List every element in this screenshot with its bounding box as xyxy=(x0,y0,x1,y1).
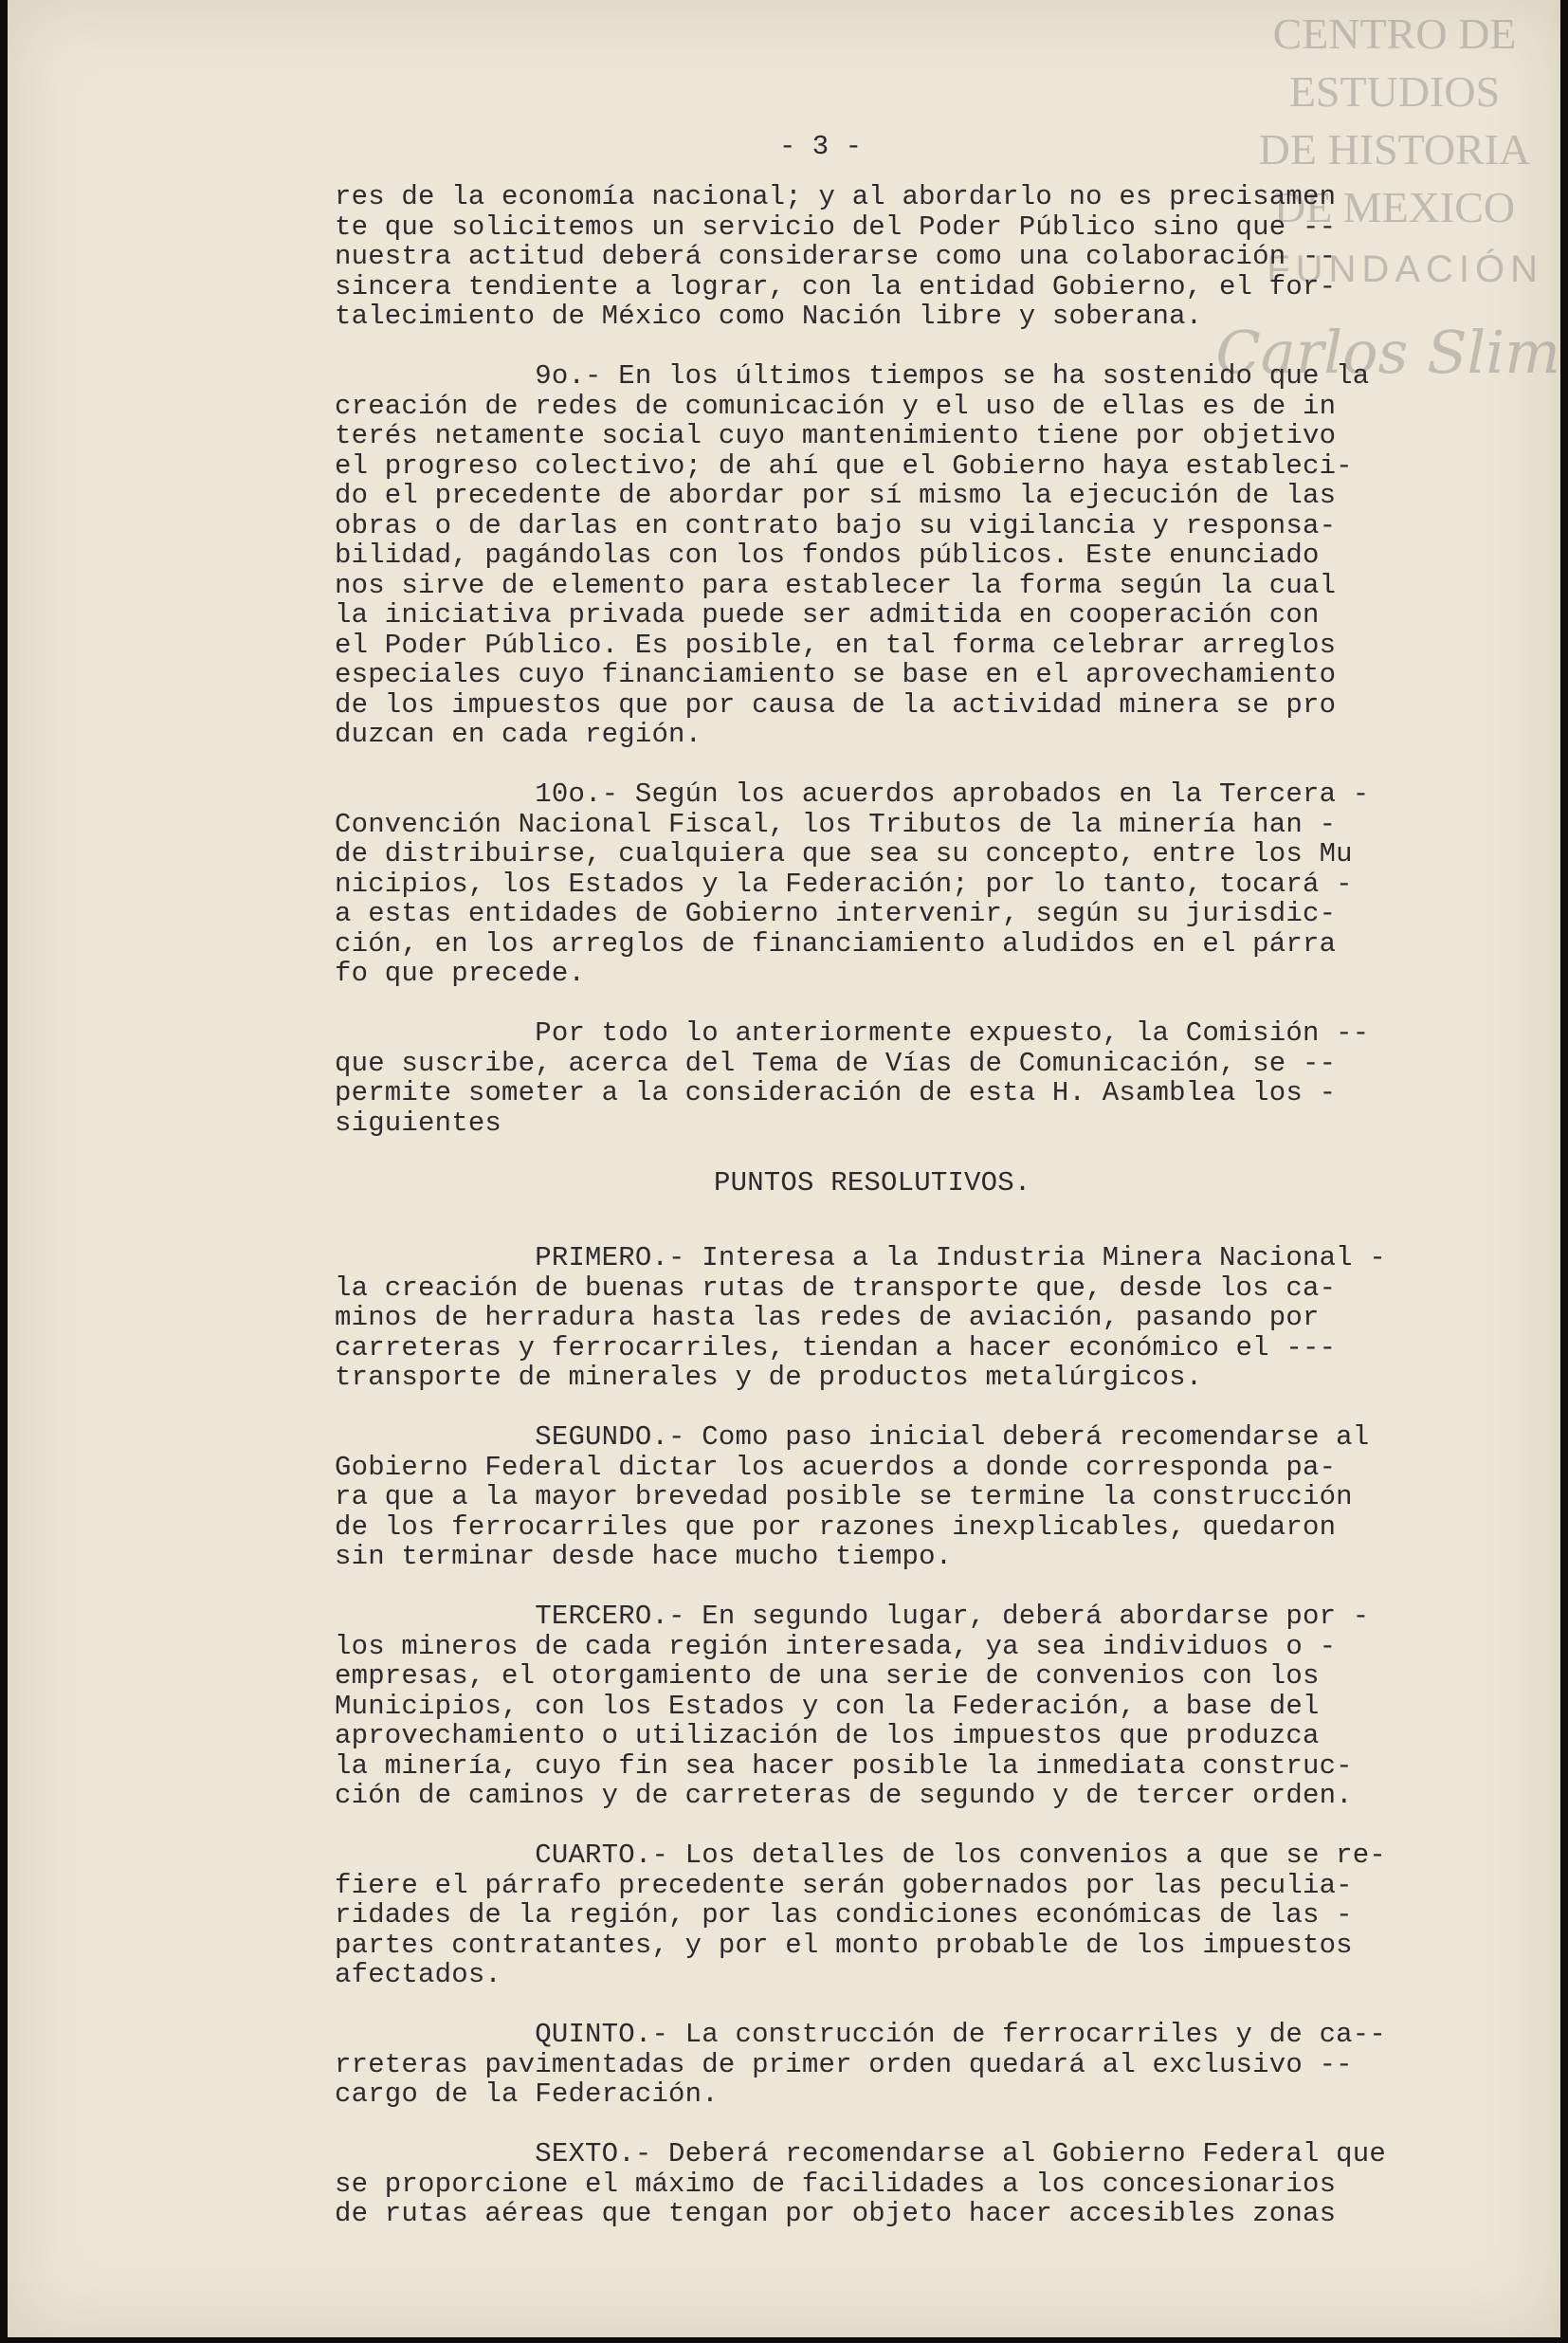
text-line: ridades de la región, por las condiciones económicas de las - xyxy=(335,1899,1353,1931)
text-line: cargo de la Federación. xyxy=(335,2078,719,2110)
text-line: ción, en los arreglos de financiamiento aludidos en el párra xyxy=(335,927,1337,960)
text-line: fiere el párrafo precedente serán gobernados por las peculia- xyxy=(335,1869,1353,1901)
text-line: nos sirve de elemento para establecer la forma según la cual xyxy=(335,569,1337,601)
text-line: de los impuestos que por causa de la actividad minera se pro xyxy=(335,688,1337,721)
text-line: permite someter a la consideración de esta H. Asamblea los - xyxy=(335,1077,1337,1108)
resolution-paragraph xyxy=(335,2139,1472,2229)
text-line: sincera tendiente a lograr, con la entidad Gobierno, el for- xyxy=(335,270,1337,302)
text-line: que suscribe, acerca del Tema de Vías de Comunicación, se -- xyxy=(335,1047,1337,1079)
text-line: la creación de buenas rutas de transporte que, desde los ca- xyxy=(335,1272,1337,1304)
text-line: duzcan en cada región. xyxy=(335,719,702,750)
paragraph xyxy=(335,182,1472,332)
text-line: ra que a la mayor brevedad posible se termine la construcción xyxy=(335,1481,1353,1512)
text-line: carreteras y ferrocarriles, tiendan a hacer económico el --- xyxy=(335,1331,1337,1364)
text-line: de rutas aéreas que tengan por objeto hacer accesibles zonas xyxy=(335,2198,1337,2229)
text-line: Gobierno Federal dictar los acuerdos a donde corresponda pa- xyxy=(335,1451,1337,1483)
text-line: partes contratantes, y por el monto probable de los impuestos xyxy=(335,1929,1353,1961)
text-line: bilidad, pagándolas con los fondos públicos. Este enunciado xyxy=(335,540,1320,571)
text-line: el progreso colectivo; de ahí que el Gobierno haya estableci- xyxy=(335,449,1353,482)
text-line: Convención Nacional Fiscal, los Tributos de la minería han - xyxy=(335,808,1337,840)
page-number: - 3 - xyxy=(779,131,863,162)
text-line: PRIMERO.- Interesa a la Industria Minera Nacional - xyxy=(335,1242,1386,1273)
watermark-signature: Carlos Slim xyxy=(1215,318,1560,387)
text-line: Municipios, con los Estados y con la Federación, a base del xyxy=(335,1690,1320,1722)
text-line: los mineros de cada región interesada, ya sea individuos o - xyxy=(335,1630,1337,1662)
text-line: fo que precede. xyxy=(335,958,586,989)
text-line: minos de herradura hasta las redes de aviación, pasando por xyxy=(335,1302,1320,1333)
text-line: QUINTO.- La construcción de ferrocarriles y de ca-- xyxy=(335,2019,1386,2050)
text-line: rreteras pavimentadas de primer orden quedará al exclusivo -- xyxy=(335,2048,1353,2080)
text-line: Por todo lo anteriormente expuesto, la Comisión -- xyxy=(335,1017,1370,1049)
resolution-paragraph xyxy=(335,1422,1472,1572)
section-heading-text: PUNTOS RESOLUTIVOS. xyxy=(714,1166,1031,1199)
watermark-line: CENTRO DE xyxy=(1272,9,1517,58)
text-line: creación de redes de comunicación y el uso de ellas es de in xyxy=(335,390,1337,422)
text-line: te que solicitemos un servicio del Poder Público sino que -- xyxy=(335,211,1337,243)
text-line: 10o.- Según los acuerdos aprobados en la Tercera - xyxy=(335,778,1370,810)
text-line: res de la economía nacional; y al abordarlo no es precisamen xyxy=(335,181,1337,212)
text-line: 9o.- En los últimos tiempos se ha sostenido que la xyxy=(335,360,1370,392)
text-line: terés netamente social cuyo mantenimiento tiene por objetivo xyxy=(335,420,1337,451)
text-line: SEXTO.- Deberá recomendarse al Gobierno Federal que xyxy=(335,2138,1386,2169)
body-paragraphs xyxy=(335,182,1472,1138)
watermark-line: DE MEXICO xyxy=(1273,183,1516,231)
resolution-paragraph xyxy=(335,1840,1472,1990)
text-line: transporte de minerales y de productos metalúrgicos. xyxy=(335,1362,1203,1393)
text-line: especiales cuyo financiamiento se base en el aprovechamiento xyxy=(335,659,1337,690)
resolution-paragraph xyxy=(335,1602,1472,1811)
text-line: do el precedente de abordar por sí mismo la ejecución de las xyxy=(335,480,1337,511)
text-line: empresas, el otorgamiento de una serie de convenios con los xyxy=(335,1660,1320,1692)
text-line: se proporcione el máximo de facilidades a los concesionarios xyxy=(335,2168,1337,2200)
watermark-line: ESTUDIOS xyxy=(1288,67,1501,116)
text-line: siguientes xyxy=(335,1107,502,1139)
typed-text xyxy=(335,182,1472,2259)
text-line: la minería, cuyo fin sea hacer posible la inmediata construc- xyxy=(335,1749,1353,1782)
text-line: talecimiento de México como Nación libre y soberana. xyxy=(335,301,1203,332)
watermark-fundacion: FUNDACIÓN xyxy=(1267,248,1543,290)
text-line: SEGUNDO.- Como paso inicial deberá recomendarse al xyxy=(335,1421,1370,1453)
text-line: sin terminar desde hace mucho tiempo. xyxy=(335,1541,953,1572)
document-page xyxy=(8,0,1560,2337)
text-line: el Poder Público. Es posible, en tal forma celebrar arreglos xyxy=(335,629,1337,661)
text-line: de distribuirse, cualquiera que sea su concepto, entre los Mu xyxy=(335,838,1353,869)
paragraph xyxy=(335,779,1472,989)
text-line: obras o de darlas en contrato bajo su vigilancia y responsa- xyxy=(335,509,1337,541)
text-line: nicipios, los Estados y la Federación; por lo tanto, tocará - xyxy=(335,868,1353,900)
text-line: CUARTO.- Los detalles de los convenios a que se re- xyxy=(335,1840,1386,1871)
text-line: de los ferrocarriles que por razones inexplicables, quedaron xyxy=(335,1510,1337,1543)
text-line: TERCERO.- En segundo lugar, deberá abordarse por - xyxy=(335,1601,1370,1632)
paragraph xyxy=(335,1018,1472,1138)
text-line: afectados. xyxy=(335,1959,502,1990)
text-line: ción de caminos y de carreteras de segundo y de tercer orden. xyxy=(335,1780,1353,1811)
text-line: aprovechamiento o utilización de los impuestos que produzca xyxy=(335,1720,1320,1751)
section-heading xyxy=(335,1168,1472,1199)
text-line: la iniciativa privada puede ser admitida en cooperación con xyxy=(335,599,1320,631)
watermark-line: DE HISTORIA xyxy=(1258,125,1531,174)
paragraph xyxy=(335,361,1472,750)
resolution-paragraph xyxy=(335,2020,1472,2110)
resolutions-list xyxy=(335,1243,1472,2229)
text-line: a estas entidades de Gobierno intervenir, según su jurisdic- xyxy=(335,898,1337,929)
text-line: nuestra actitud deberá considerarse como una colaboración -- xyxy=(335,241,1337,272)
resolution-paragraph xyxy=(335,1243,1472,1393)
